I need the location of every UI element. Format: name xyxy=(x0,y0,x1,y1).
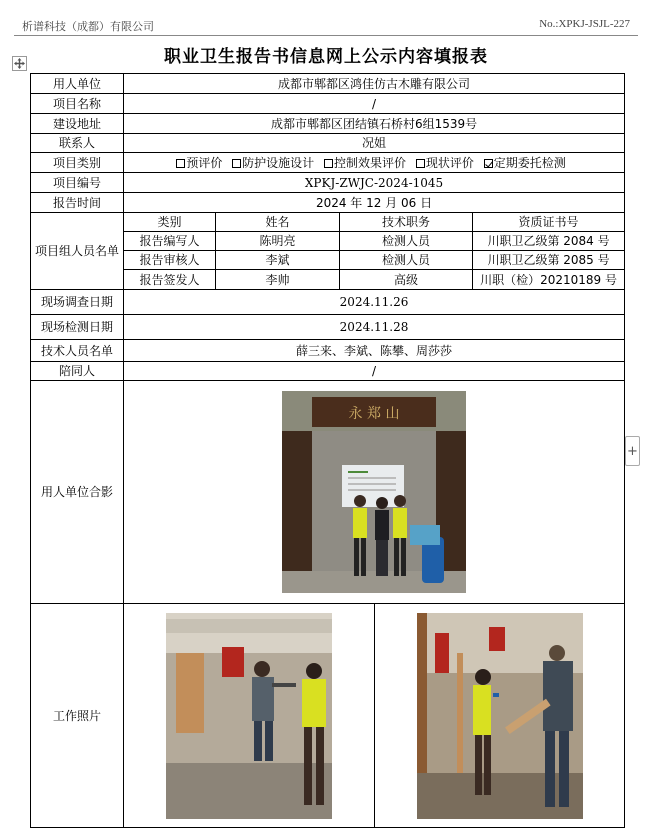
employer-value: 成都市郫都区鸿佳仿古木雕有限公司 xyxy=(124,74,625,94)
option-pre-evaluation[interactable] xyxy=(176,156,222,170)
table-move-handle[interactable] xyxy=(12,56,27,71)
checkbox-icon xyxy=(324,159,333,168)
work-photo-cell-1 xyxy=(124,604,375,828)
report-time-label: 报告时间 xyxy=(31,193,124,213)
team-title: 检测人员 xyxy=(340,232,473,251)
move-icon xyxy=(14,58,25,69)
row-technicians xyxy=(31,340,625,362)
project-name-label: 项目名称 xyxy=(31,94,124,114)
checkbox-icon xyxy=(176,159,185,168)
team-header-row xyxy=(31,213,625,232)
header-divider xyxy=(14,35,638,36)
project-no-value: XPKJ-ZWJC-2024-1045 xyxy=(124,173,625,193)
row-inspection-date xyxy=(31,315,625,340)
team-name: 陈明亮 xyxy=(216,232,340,251)
checked-checkbox-icon xyxy=(484,159,493,168)
inspection-date-value: 2024.11.28 xyxy=(124,315,625,340)
row-group-photo xyxy=(31,381,625,604)
accompany-label: 陪同人 xyxy=(31,362,124,381)
project-name-value: / xyxy=(124,94,625,114)
contact-label: 联系人 xyxy=(31,134,124,153)
team-header-title: 技术职务 xyxy=(340,213,473,232)
team-cert: 川职（检）20210189 号 xyxy=(473,270,625,290)
team-title: 高级 xyxy=(340,270,473,290)
option-status-evaluation[interactable] xyxy=(416,156,474,170)
team-cert: 川职卫乙级第 2085 号 xyxy=(473,251,625,270)
row-project-no xyxy=(31,173,625,193)
survey-date-value: 2024.11.26 xyxy=(124,290,625,315)
technicians-value: 薛三来、李斌、陈攀、周莎莎 xyxy=(124,340,625,362)
shop-sign-text: 永 郑 山 xyxy=(348,406,400,422)
team-name: 李斌 xyxy=(216,251,340,270)
company-header: 析谱科技（成都）有限公司 xyxy=(22,20,154,33)
row-employer xyxy=(31,74,625,94)
option-control-effect[interactable] xyxy=(324,156,406,170)
technicians-label: 技术人员名单 xyxy=(31,340,124,362)
inspection-date-label: 现场检测日期 xyxy=(31,315,124,340)
team-header-name: 姓名 xyxy=(216,213,340,232)
address-label: 建设地址 xyxy=(31,114,124,134)
row-report-time xyxy=(31,193,625,213)
project-no-label: 项目编号 xyxy=(31,173,124,193)
work-photo-label: 工作照片 xyxy=(31,604,124,828)
group-photo-cell xyxy=(124,381,625,604)
row-address xyxy=(31,114,625,134)
group-photo-label: 用人单位合影 xyxy=(31,381,124,604)
option-protection-design[interactable] xyxy=(232,156,314,170)
row-contact xyxy=(31,134,625,153)
team-category: 报告编写人 xyxy=(124,232,216,251)
checkbox-icon xyxy=(416,159,425,168)
work-photo-cell-2 xyxy=(375,604,625,828)
survey-date-label: 现场调查日期 xyxy=(31,290,124,315)
report-time-value: 2024 年 12 月 06 日 xyxy=(124,193,625,213)
option-label: 定期委托检测 xyxy=(493,155,566,170)
address-value: 成都市郫都区团结镇石桥村6组1539号 xyxy=(124,114,625,134)
employer-label: 用人单位 xyxy=(31,74,124,94)
team-label: 项目组人员名单 xyxy=(31,213,124,290)
option-label: 预评价 xyxy=(186,155,223,170)
team-category: 报告签发人 xyxy=(124,270,216,290)
team-name: 李帅 xyxy=(216,270,340,290)
category-label: 项目类别 xyxy=(31,153,124,173)
page-title: 职业卫生报告书信息网上公示内容填报表 xyxy=(164,47,488,67)
plus-icon: + xyxy=(627,443,638,459)
work-photo-2 xyxy=(417,613,583,819)
option-label: 防护设施设计 xyxy=(242,155,315,170)
info-form-table xyxy=(30,73,625,828)
team-title: 检测人员 xyxy=(340,251,473,270)
option-label: 控制效果评价 xyxy=(334,155,407,170)
option-periodic-inspection[interactable] xyxy=(484,156,566,170)
team-category: 报告审核人 xyxy=(124,251,216,270)
option-label: 现状评价 xyxy=(425,155,474,170)
team-cert: 川职卫乙级第 2084 号 xyxy=(473,232,625,251)
row-work-photos xyxy=(31,604,625,828)
contact-value: 况姐 xyxy=(124,134,625,153)
team-header-category: 类别 xyxy=(124,213,216,232)
checkbox-icon xyxy=(232,159,241,168)
row-project-name xyxy=(31,94,625,114)
group-photo xyxy=(282,391,466,593)
row-accompany xyxy=(31,362,625,381)
row-category xyxy=(31,153,625,173)
document-number: No.:XPKJ-JSJL-227 xyxy=(539,18,630,30)
category-options xyxy=(124,153,625,173)
row-survey-date xyxy=(31,290,625,315)
accompany-value: / xyxy=(124,362,625,381)
work-photo-1 xyxy=(166,613,332,819)
add-column-button[interactable] xyxy=(625,436,640,466)
team-header-cert: 资质证书号 xyxy=(473,213,625,232)
